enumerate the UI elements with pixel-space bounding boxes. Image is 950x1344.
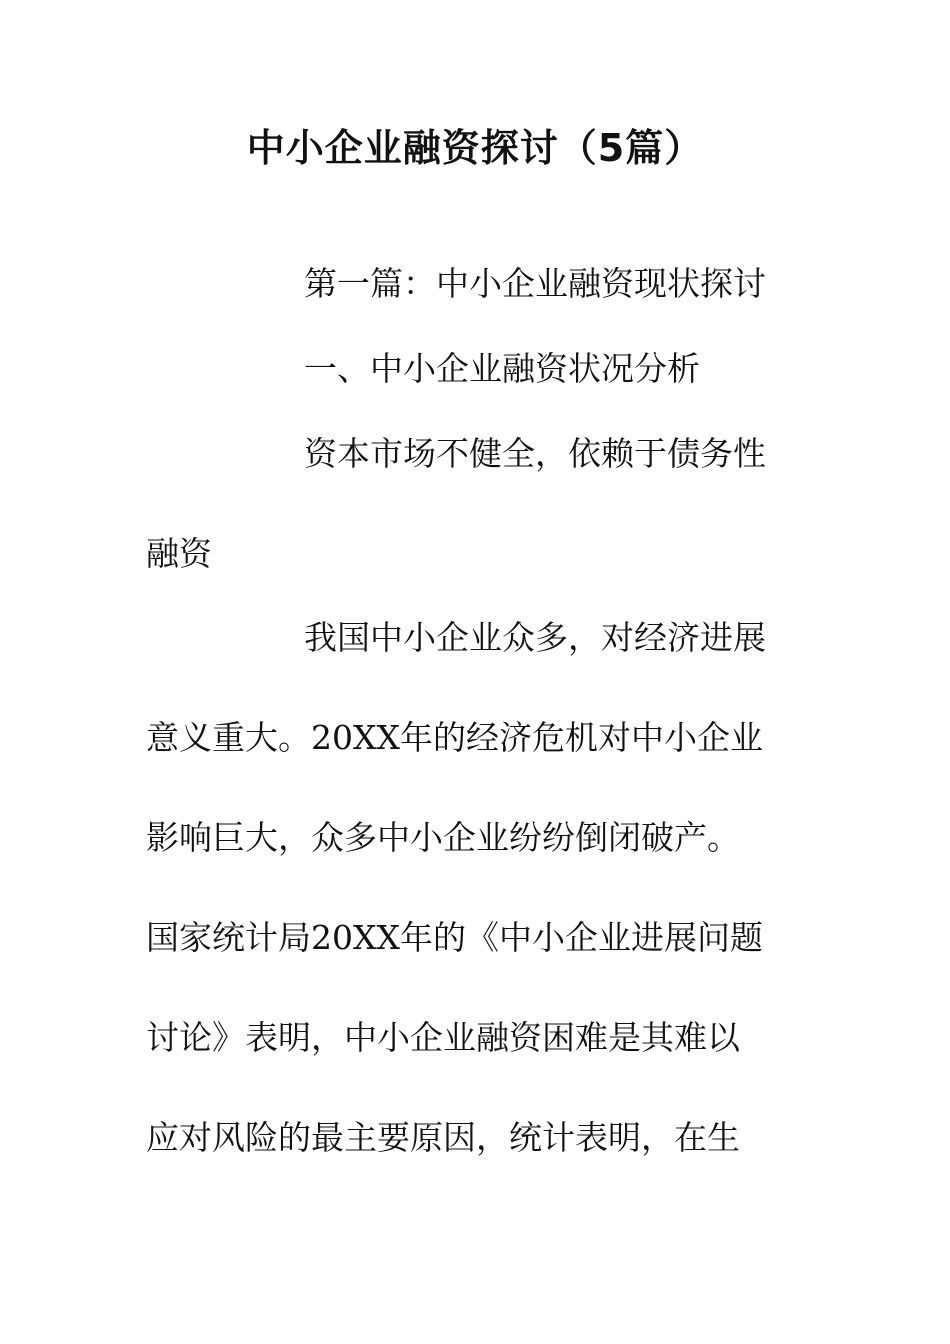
paragraph-line: 我国中小企业众多，对经济进展	[304, 618, 766, 657]
section-heading: 一、中小企业融资状况分析	[304, 349, 700, 388]
document-title: 中小企业融资探讨（5篇）	[246, 126, 704, 170]
paragraph-line: 影响巨大，众多中小企业纷纷倒闭破产。	[146, 818, 740, 857]
paragraph-line: 意义重大。20XX年的经济危机对中小企业	[146, 718, 763, 757]
subsection-heading-line: 资本市场不健全，依赖于债务性	[304, 434, 766, 473]
subsection-heading-line: 融资	[146, 534, 212, 573]
paragraph-line: 国家统计局20XX年的《中小企业进展问题	[146, 918, 763, 957]
paragraph-line: 讨论》表明，中小企业融资困难是其难以	[146, 1018, 740, 1057]
paragraph-line: 应对风险的最主要原因，统计表明，在生	[146, 1118, 740, 1157]
chapter-heading: 第一篇：中小企业融资现状探讨	[304, 264, 766, 303]
